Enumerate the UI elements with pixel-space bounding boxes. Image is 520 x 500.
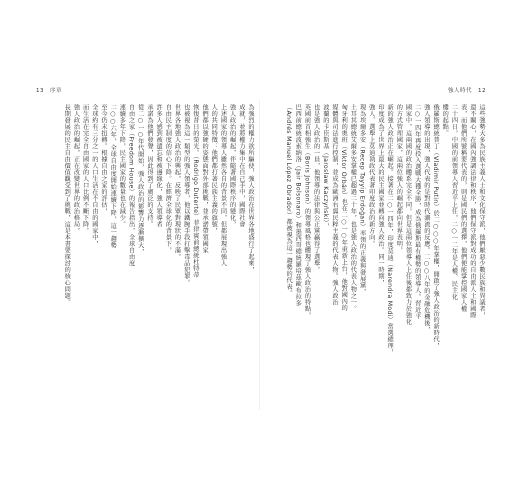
text-column: 也被視為這一類型的強人領導者，他以鐵腕手段打擊毒品犯罪。 — [182, 104, 190, 286]
text-column: 上述國家的領導人雖然各自的背景不同，但都展現出強人 — [219, 104, 227, 267]
text-column: 俄羅斯總統普丁（Vladimir Putin）於二○○○年掌權，開啟了強人政治的新時代， — [432, 104, 440, 349]
text-column: 媒體與司法進行控制，並成為歐洲右翼民粹主義的代表人物。強人政治 — [331, 104, 338, 306]
left-page-text — [36, 104, 255, 404]
left-page-header: 13 序章 — [36, 88, 62, 94]
text-column: 二十四日，中國的前領導人習近平上任，二○一二年是人權、民主化 — [450, 104, 458, 300]
text-column: 從二○一○年代開始，強人政治的影響力逐漸擴大， — [136, 104, 144, 256]
right-page-text — [268, 104, 486, 404]
book-gutter — [259, 100, 260, 410]
text-column: 樓的起點。 — [441, 104, 449, 137]
text-column: 成就，並將權力集中在自己手中，國際社會 — [237, 104, 245, 228]
text-column: 強人政治的崛起，正在改變世界的政治格局， — [72, 104, 80, 234]
text-column: 土耳其總統艾爾多安掌權已超過二十年，也是強人政治的代表人物之一。 — [349, 104, 357, 312]
right-page-header: 強人時代 12 — [448, 88, 486, 94]
text-column: 英國前首相強生（Boris Johnson）的領導風格也體現了強人政治的特點， — [303, 104, 311, 319]
text-column: 現為埃爾多安（Recep Tayyip Erdoğan）率領的正義與發展黨， — [358, 104, 366, 296]
text-column: 人的共同特徵：他們都打著民族主義的旗號， — [210, 104, 218, 234]
text-column: 承諾為他們發聲，因此得到了廣泛的支持。 — [145, 104, 153, 228]
text-column: 國家中，這兩國的政治體系完全不同，但是這兩位領導人上任後都致力於強化 — [404, 104, 412, 325]
text-column: 新的強人政治正在崛起。接著在二○一四年，印度莫迪（Narendra Modi）當選總理， — [386, 104, 394, 356]
text-column: 自由之家（Freedom House）的報告指出，全球自由度 — [127, 104, 135, 267]
text-column: 自由民主制度的信心下降。在經濟全球化的背景下， — [164, 104, 172, 254]
text-column: 世界各地強人政治的興起，反映了民眾對現狀的不滿， — [173, 104, 181, 260]
text-column: 許多人感到被遺忘和被邊緣化，強人領導者 — [155, 104, 163, 228]
text-column: 強人政治的崛起，伴隨著國際秩序的變化， — [228, 104, 236, 228]
text-column: 至今仍未扭轉。根據自由之家的評估， — [100, 104, 107, 215]
text-column: 二○○六年，全球自由度開始連續下降，這一趨勢 — [109, 104, 117, 249]
text-column: （Andrés Manuel López Obrador）都被視為這一趨勢的代表。 — [285, 104, 293, 297]
text-column: 也是強人政治的一員，他領導的法律與公正黨贏得了選舉。 — [312, 104, 320, 273]
text-column: 印度成為了世界上最大的民主國家並轉向強人政治。同一時期， — [376, 104, 384, 286]
text-column: 的方式管理國家，這兩位強人的崛起都向世界表明， — [395, 104, 403, 254]
text-column: 強人、選舉上莫迪執政代表著印度政治的新方向。 — [367, 104, 375, 247]
text-column: 他們都以強硬的姿態面對外部挑戰，並承諾帶領國家 — [201, 104, 209, 254]
text-column: 為強烈的權力欲所驅使，強人政治在世界各地盛行了起來， — [247, 104, 254, 273]
text-column: 恢復昔日的榮光。（Rodrigo Duterte）菲律賓前總統杜特蒂 — [191, 104, 199, 279]
text-column: 波蘭的卡臣斯基（Jarosław Kaczyński）， — [321, 104, 329, 230]
text-column: 而生活在完全自由國家的人口比例不斷下降。 — [81, 104, 89, 234]
text-column: 這些強勢大多為民族主義人士和文化保守派，他們厭惡少數民族和異議者， — [478, 104, 485, 319]
text-column: 全球約有三分之一的人口生活在不自由的國家中， — [90, 104, 98, 247]
text-column: 二○一四年再度投入選戰大獲全勝，成為俄羅斯最有權勢的領導人。習近平 — [413, 104, 421, 320]
text-column: 匈牙利的奧班（Viktor Orbán）也在二○一○年重新上台，他對國內的 — [340, 104, 348, 311]
text-column: 連續多年下降，民主國家的數量也在減少。 — [118, 104, 126, 228]
text-column: 長期發展的民主自由價值觀受到了挑戰，這是本書要探討的核心問題。 — [63, 104, 71, 306]
text-column: 表，而他們所號稱要代表的，則是國民們的選擇，他們便能掌控國家人權 — [459, 104, 467, 312]
text-column: 強人領導的出現，強人代表的是對時代潮流的反應。二○○八年的金融危機後， — [422, 104, 430, 334]
text-column: 還不關心，在國內強調法律和秩序，他們保守派對成功的自由派人士和國際 — [468, 104, 476, 319]
text-column: 巴西前總統波索納洛（Jair Bolsonaro）和墨西哥總統羅培茲歐布拉多 — [294, 104, 302, 307]
